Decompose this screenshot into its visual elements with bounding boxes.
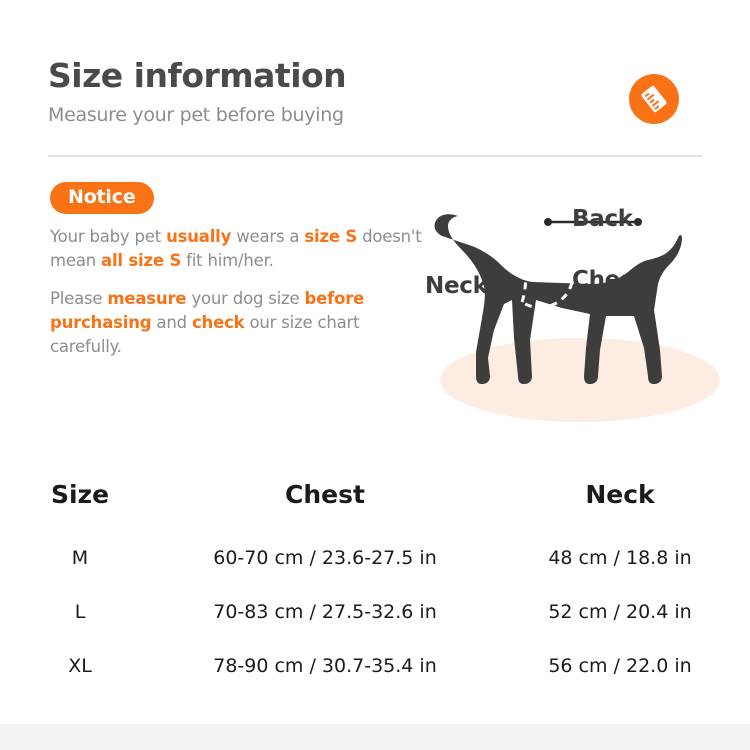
size-chart-table bbox=[0, 470, 750, 693]
highlight-check: check bbox=[191, 312, 245, 332]
text-fragment: Your baby pet bbox=[50, 227, 167, 246]
cell-size: L bbox=[74, 601, 86, 623]
text-fragment: and bbox=[151, 312, 192, 332]
column-header-neck: Neck bbox=[585, 480, 655, 509]
page-title: Size information bbox=[48, 56, 347, 95]
dog-measurement-illustration bbox=[420, 180, 730, 440]
text-fragment: your dog size bbox=[186, 288, 305, 308]
highlight-measure: measure bbox=[107, 288, 187, 308]
table-row bbox=[0, 639, 750, 693]
page-subtitle: Measure your pet before buying bbox=[48, 104, 344, 127]
table-row bbox=[0, 585, 750, 639]
text-fragment: our size chart carefully. bbox=[50, 312, 360, 356]
notice-paragraph-2 bbox=[50, 287, 430, 359]
label-neck: Neck bbox=[425, 273, 488, 299]
text-fragment: doesn't mean bbox=[50, 227, 422, 270]
cell-chest: 60-70 cm / 23.6-27.5 in bbox=[213, 547, 437, 569]
table-body bbox=[0, 531, 750, 693]
notice-text bbox=[50, 225, 430, 373]
notice-paragraph-1 bbox=[50, 225, 430, 273]
column-header-chest: Chest bbox=[285, 480, 365, 509]
ruler-icon bbox=[629, 74, 679, 124]
text-fragment: wears a bbox=[231, 227, 305, 246]
table-header-row bbox=[0, 470, 750, 531]
cell-chest: 70-83 cm / 27.5-32.6 in bbox=[213, 601, 437, 623]
cell-neck: 52 cm / 20.4 in bbox=[548, 601, 692, 623]
header bbox=[48, 58, 702, 126]
column-header-size: Size bbox=[50, 480, 110, 509]
table-row bbox=[0, 531, 750, 585]
cell-chest: 78-90 cm / 30.7-35.4 in bbox=[213, 655, 437, 677]
cell-size: XL bbox=[68, 655, 92, 677]
text-fragment: fit him/her. bbox=[181, 250, 274, 270]
highlight-size-s: size S bbox=[304, 227, 358, 246]
highlight-all-size-s: all size S bbox=[101, 250, 182, 270]
header-divider bbox=[48, 155, 702, 157]
cell-neck: 56 cm / 22.0 in bbox=[548, 655, 692, 677]
highlight-usually: usually bbox=[166, 227, 232, 246]
highlight-before-purchasing: before purchasing bbox=[50, 288, 365, 332]
cell-neck: 48 cm / 18.8 in bbox=[548, 547, 692, 569]
label-chest: Chest bbox=[572, 267, 645, 293]
cell-size: M bbox=[71, 547, 89, 569]
text-fragment: Please bbox=[50, 288, 108, 308]
footer-bar bbox=[0, 724, 750, 750]
label-back: Back bbox=[572, 206, 633, 232]
notice-badge: Notice bbox=[50, 182, 154, 214]
